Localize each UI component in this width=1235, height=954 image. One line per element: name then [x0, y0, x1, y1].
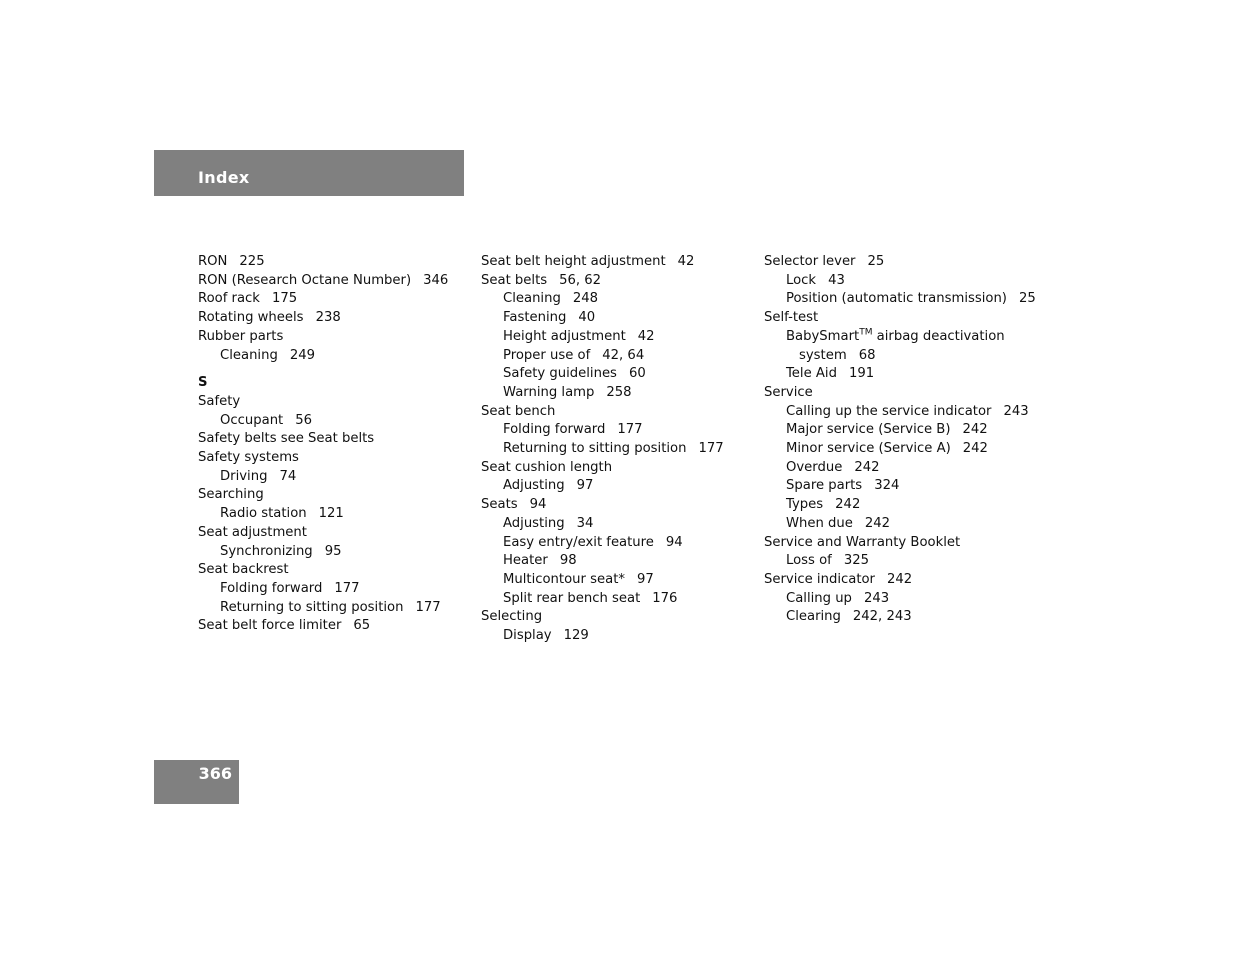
- index-entry: [198, 543, 468, 562]
- index-term: S: [198, 375, 208, 391]
- trademark-superscript: TM: [859, 327, 873, 338]
- index-term: Service: [764, 384, 813, 400]
- index-page-ref: 121: [318, 506, 344, 522]
- index-term: Synchronizing: [220, 543, 313, 559]
- index-term: RON: [198, 254, 228, 269]
- index-page-ref: 242: [962, 441, 988, 457]
- index-entry: [481, 534, 751, 553]
- index-page-ref: 177: [617, 422, 643, 438]
- index-entry: [198, 468, 468, 487]
- index-entry: [764, 347, 1034, 366]
- index-page-ref: 242: [864, 515, 891, 531]
- index-page-ref: 42: [637, 328, 655, 344]
- index-term: Folding forward: [503, 422, 606, 438]
- index-entry: [481, 309, 751, 328]
- index-entry: [481, 272, 751, 291]
- page-title: Index: [198, 168, 250, 187]
- index-entry: [764, 309, 1034, 328]
- index-term: Calling up: [786, 590, 852, 606]
- index-page-ref: 242, 243: [852, 609, 912, 625]
- index-entry: [198, 430, 468, 449]
- index-page-ref: 225: [239, 254, 265, 269]
- index-term: Occupant: [220, 412, 284, 428]
- index-term: Rubber parts: [198, 328, 284, 344]
- index-entry: [481, 459, 751, 478]
- page-number: 366: [198, 764, 232, 783]
- index-entry: [198, 272, 468, 291]
- index-page-ref: 242: [886, 571, 913, 587]
- index-term: Loss of: [786, 553, 832, 569]
- index-term: Searching: [198, 487, 264, 503]
- index-page-ref: 238: [315, 310, 341, 326]
- index-term: RON (Research Octane Number): [198, 272, 412, 288]
- index-page-ref: 65: [353, 618, 371, 634]
- index-page-ref: 242: [962, 422, 988, 438]
- index-term: Safety guidelines: [503, 366, 617, 382]
- index-entry: [764, 253, 1034, 272]
- index-term: Major service (Service B): [786, 422, 951, 438]
- index-term: Safety belts see Seat belts: [198, 431, 375, 447]
- index-term: Seat adjustment: [198, 524, 307, 540]
- index-entry: [198, 617, 468, 636]
- index-term: Cleaning: [503, 291, 561, 307]
- index-page-ref: 98: [559, 553, 577, 569]
- index-term: Display: [503, 628, 552, 644]
- index-term: system: [799, 347, 847, 363]
- index-entry: [481, 290, 751, 309]
- index-column-2: [481, 253, 751, 646]
- index-entry: [764, 365, 1034, 384]
- index-entry: [481, 421, 751, 440]
- index-entry: [764, 477, 1034, 496]
- index-term: Proper use of: [503, 347, 591, 363]
- index-page-ref: 95: [324, 543, 342, 559]
- index-entry: [481, 328, 751, 347]
- index-page-ref: 177: [698, 441, 724, 457]
- index-page-ref: 25: [867, 254, 885, 269]
- index-entry: [764, 290, 1034, 309]
- index-entry: [198, 599, 468, 618]
- index-term: Safety systems: [198, 450, 299, 466]
- index-entry: [198, 328, 468, 347]
- index-page-ref: 191: [848, 366, 875, 382]
- index-term: Service indicator: [764, 571, 875, 587]
- index-term: Clearing: [786, 609, 841, 625]
- index-entry: [764, 590, 1034, 609]
- index-term: BabySmart: [786, 328, 860, 344]
- index-entry: [764, 384, 1034, 403]
- index-entry: [198, 290, 468, 309]
- index-term: Radio station: [220, 506, 307, 522]
- index-term: Driving: [220, 468, 268, 484]
- index-page-ref: 258: [606, 384, 632, 400]
- index-term: Seat cushion length: [481, 459, 613, 475]
- index-entry: [198, 449, 468, 468]
- index-term: Tele Aid: [786, 366, 837, 382]
- index-entry: [198, 309, 468, 328]
- index-term: Rotating wheels: [198, 310, 304, 326]
- index-page-ref: 325: [843, 553, 869, 569]
- index-page-ref: 97: [636, 571, 654, 587]
- index-entry: [481, 477, 751, 496]
- index-entry: [481, 253, 751, 272]
- index-page-ref: 248: [572, 291, 598, 307]
- index-term: Seats: [481, 497, 518, 513]
- index-term: Height adjustment: [503, 328, 626, 344]
- index-page-ref: 346: [423, 272, 449, 288]
- index-page-ref: 43: [828, 272, 845, 288]
- index-term: Roof rack: [198, 291, 260, 307]
- index-term: Cleaning: [220, 347, 278, 363]
- index-page-ref: 56, 62: [559, 272, 602, 288]
- index-page-ref: 175: [271, 291, 298, 307]
- page-number-tab: [154, 760, 239, 804]
- index-term: Minor service (Service A): [786, 441, 951, 457]
- index-entry: [198, 486, 468, 505]
- index-entry: [198, 524, 468, 543]
- index-term: Adjusting: [503, 515, 565, 531]
- index-entry: [481, 403, 751, 422]
- index-term: Seat belt force limiter: [198, 618, 342, 634]
- index-page-ref: 242: [854, 459, 880, 475]
- index-term: Lock: [786, 272, 817, 288]
- index-term: Spare parts: [786, 478, 863, 494]
- index-page-ref: 324: [874, 478, 900, 494]
- index-page-ref: 42: [677, 254, 695, 269]
- index-entry: [481, 552, 751, 571]
- index-term: Safety: [198, 393, 241, 409]
- index-term: Warning lamp: [503, 384, 595, 400]
- index-entry: [764, 552, 1034, 571]
- index-entry: [764, 571, 1034, 590]
- index-page-ref: 97: [576, 478, 594, 494]
- index-term: Seat backrest: [198, 562, 289, 578]
- index-page-ref: 94: [529, 497, 547, 513]
- index-page-ref: 94: [665, 534, 683, 550]
- index-entry: [481, 496, 751, 515]
- index-entry: [764, 459, 1034, 478]
- index-term: Seat belts: [481, 272, 548, 288]
- index-page-ref: 74: [279, 468, 297, 484]
- index-term: Returning to sitting position: [503, 441, 687, 457]
- index-page-ref: 60: [628, 366, 646, 382]
- index-page-ref: 34: [576, 515, 594, 531]
- index-entry: [481, 608, 751, 627]
- index-entry: [764, 496, 1034, 515]
- index-entry: [198, 561, 468, 580]
- index-entry: [198, 580, 468, 599]
- index-entry: [198, 505, 468, 524]
- index-page-ref: 129: [563, 628, 589, 644]
- index-entry: [764, 440, 1034, 459]
- index-term: Heater: [503, 553, 548, 569]
- index-page-ref: 242: [835, 497, 861, 513]
- index-entry: [764, 421, 1034, 440]
- index-entry: [198, 412, 468, 431]
- index-page-ref: 176: [652, 590, 678, 606]
- index-entry: [481, 590, 751, 609]
- index-entry: [481, 627, 751, 646]
- index-term: Split rear bench seat: [503, 590, 641, 606]
- index-letter-heading: [198, 374, 468, 393]
- index-entry: [481, 515, 751, 534]
- index-term: Selecting: [481, 609, 543, 625]
- index-entry: [198, 393, 468, 412]
- index-term: Service and Warranty Booklet: [764, 534, 961, 550]
- index-entry: [764, 534, 1034, 553]
- index-entry: [764, 608, 1034, 627]
- index-term: Overdue: [786, 459, 843, 475]
- index-term-suffix: airbag deactivation: [872, 328, 1005, 344]
- index-term: Position (automatic transmission): [786, 291, 1007, 307]
- index-term: Seat bench: [481, 403, 556, 419]
- index-entry: [481, 440, 751, 459]
- index-term: Multicontour seat*: [503, 571, 625, 587]
- index-page-ref: 56: [295, 412, 313, 428]
- index-page-ref: 177: [415, 599, 441, 615]
- index-page-ref: 243: [1003, 403, 1029, 419]
- index-term: Fastening: [503, 310, 567, 326]
- index-entry: [764, 328, 1034, 347]
- index-page-ref: 68: [858, 347, 876, 363]
- index-entry: [481, 384, 751, 403]
- index-page-ref: 25: [1018, 291, 1036, 307]
- index-entry: [198, 347, 468, 366]
- index-term: Returning to sitting position: [220, 599, 404, 615]
- index-term: Easy entry/exit feature: [503, 534, 654, 550]
- index-entry: [481, 347, 751, 366]
- index-term: Selector lever: [764, 254, 856, 269]
- index-term: When due: [786, 515, 853, 531]
- index-column-3: [764, 253, 1034, 627]
- index-page-ref: 177: [334, 580, 360, 596]
- index-entry: [481, 571, 751, 590]
- index-entry: [481, 365, 751, 384]
- index-term: Self-test: [764, 310, 819, 326]
- index-term: Folding forward: [220, 580, 323, 596]
- index-column-1: [198, 253, 468, 636]
- index-term: Seat belt height adjustment: [481, 254, 666, 269]
- index-term: Calling up the service indicator: [786, 403, 992, 419]
- index-entry: [764, 403, 1034, 422]
- index-page-ref: 40: [578, 310, 596, 326]
- index-entry: [198, 253, 468, 272]
- index-entry: [764, 515, 1034, 534]
- index-term: Types: [786, 497, 824, 513]
- index-entry: [764, 272, 1034, 291]
- index-term: Adjusting: [503, 478, 565, 494]
- index-page-ref: 243: [863, 590, 890, 606]
- index-page-ref: 249: [289, 347, 315, 363]
- header-bar: [154, 150, 464, 196]
- index-page-ref: 42, 64: [602, 347, 645, 363]
